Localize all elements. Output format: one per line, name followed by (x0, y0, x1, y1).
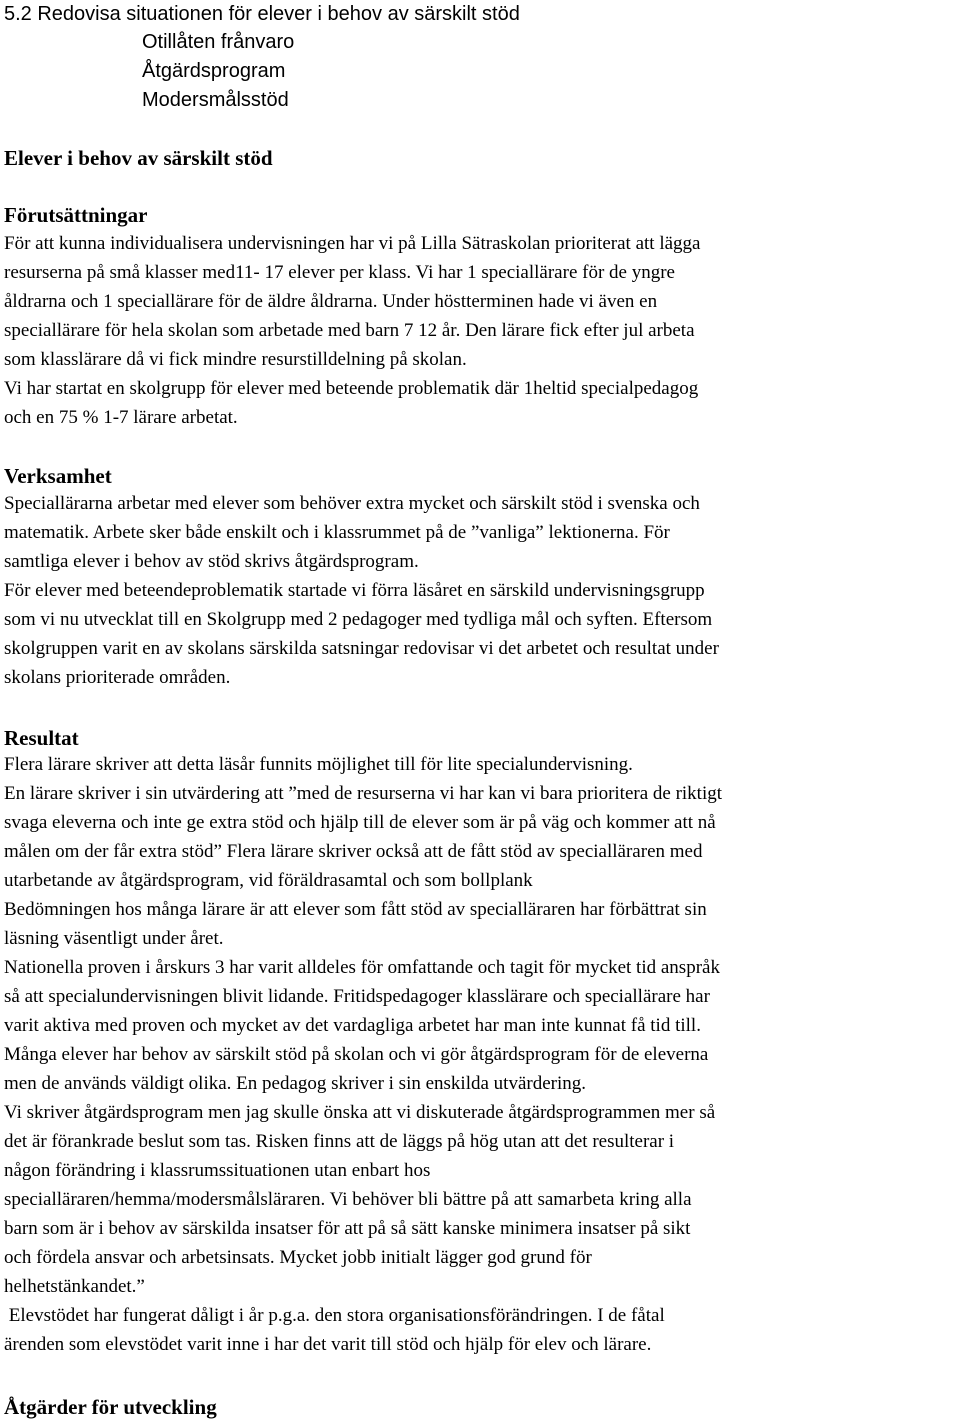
text-line: En lärare skriver i sin utvärdering att ”med de resurserna vi har kan vi bara prioritera de riktigt (4, 783, 723, 804)
text-line: som vi nu utvecklat till en Skolgrupp med 2 pedagoger med tydliga mål och syften. Eftersom (4, 609, 713, 630)
text-line: som klasslärare då vi fick mindre resurstilldelning på skolan. (4, 349, 467, 370)
subitem-modersmalsstod: Modersmålsstöd (142, 89, 289, 111)
text-line: Flera lärare skriver att detta läsår funnits möjlighet till för lite specialundervisning. (4, 754, 633, 775)
text-line: speciallärare för hela skolan som arbetade med barn 7 12 år. Den lärare fick efter jul arbeta (4, 320, 695, 341)
text-line: helhetstänkandet.” (4, 1276, 145, 1297)
text-line: ärenden som elevstödet varit inne i har det varit till stöd och hjälp för elev och lärare. (4, 1334, 652, 1355)
text-line: svaga eleverna och inte ge extra stöd och hjälp till de elever som är på väg och kommer att nå (4, 812, 716, 833)
text-line: Vi har startat en skolgrupp för elever med beteende problematik där 1heltid specialpedagog (4, 378, 699, 399)
heading-verksamhet: Verksamhet (4, 464, 112, 488)
section-title: 5.2 Redovisa situationen för elever i behov av särskilt stöd (4, 3, 520, 25)
text-line: och en 75 % 1-7 lärare arbetat. (4, 407, 238, 428)
text-line: någon förändring i klassrumssituationen utan enbart hos (4, 1160, 431, 1181)
heading-resultat: Resultat (4, 726, 79, 750)
subitem-otillaten-franvaro: Otillåten frånvaro (142, 31, 295, 53)
text-line: resurserna på små klasser med11- 17 elever per klass. Vi har 1 speciallärare för de yngre (4, 262, 675, 283)
paragraph-resultat (4, 750, 958, 1359)
text-line: För elever med beteendeproblematik startade vi förra läsåret en särskild undervisningsgrupp (4, 580, 705, 601)
heading-atgarder-for-utveckling: Åtgärder för utveckling (4, 1395, 217, 1419)
text-line: Många elever har behov av särskilt stöd på skolan och vi gör åtgärdsprogram för de eleverna (4, 1044, 709, 1065)
text-line: För att kunna individualisera undervisningen har vi på Lilla Sätraskolan prioriterat att lägga (4, 233, 701, 254)
heading-forutsattningar: Förutsättningar (4, 203, 148, 227)
paragraph-verksamhet (4, 489, 958, 692)
text-line: och fördela ansvar och arbetsinsats. Mycket jobb initialt lägger god grund för (4, 1247, 592, 1268)
heading-elever-i-behov: Elever i behov av särskilt stöd (4, 146, 273, 170)
text-line: Nationella proven i årskurs 3 har varit alldeles för omfattande och tagit för mycket tid anspråk (4, 957, 720, 978)
text-line: åldrarna och 1 speciallärare för de äldre åldrarna. Under höstterminen hade vi även en (4, 291, 658, 312)
text-line: utarbetande av åtgärdsprogram, vid föräldrasamtal och som bollplank (4, 870, 533, 891)
text-line: läsning väsentligt under året. (4, 928, 224, 949)
text-line: målen om der får extra stöd” Flera lärare skriver också att de fått stöd av specialläraren med (4, 841, 703, 862)
text-line: varit aktiva med proven och mycket av det vardagliga arbetet har man inte kunnat få tid till. (4, 1015, 701, 1036)
text-line: men de används väldigt olika. En pedagog skriver i sin enskilda utvärdering. (4, 1073, 586, 1094)
text-line: Elevstödet har fungerat dåligt i år p.g.a. den stora organisationsförändringen. I de fåtal (4, 1305, 665, 1326)
text-line: skolans prioriterade områden. (4, 667, 231, 688)
text-line: skolgruppen varit en av skolans särskilda satsningar redovisar vi det arbetet och resultat under (4, 638, 719, 659)
text-line: så att specialundervisningen blivit lidande. Fritidspedagoger klasslärare och speciallärare har (4, 986, 710, 1007)
text-line: det är förankrade beslut som tas. Risken finns att de läggs på hög utan att det resulterar i (4, 1131, 675, 1152)
text-line: Bedömningen hos många lärare är att elever som fått stöd av specialläraren har förbättrat sin (4, 899, 707, 920)
text-line: Vi skriver åtgärdsprogram men jag skulle önska att vi diskuterade åtgärdsprogrammen mer så (4, 1102, 716, 1123)
paragraph-forutsattningar (4, 229, 958, 432)
text-line: specialläraren/hemma/modersmålsläraren. Vi behöver bli bättre på att samarbeta kring alla (4, 1189, 692, 1210)
text-line: matematik. Arbete sker både enskilt och i klassrummet på de ”vanliga” lektionerna. För (4, 522, 670, 543)
text-line: barn som är i behov av särskilda insatser för att på så sätt kanske minimera insatser på sikt (4, 1218, 691, 1239)
text-line: Speciallärarna arbetar med elever som behöver extra mycket och särskilt stöd i svenska och (4, 493, 700, 514)
text-line: samtliga elever i behov av stöd skrivs åtgärdsprogram. (4, 551, 419, 572)
subitem-atgardsprogram: Åtgärdsprogram (142, 60, 286, 82)
